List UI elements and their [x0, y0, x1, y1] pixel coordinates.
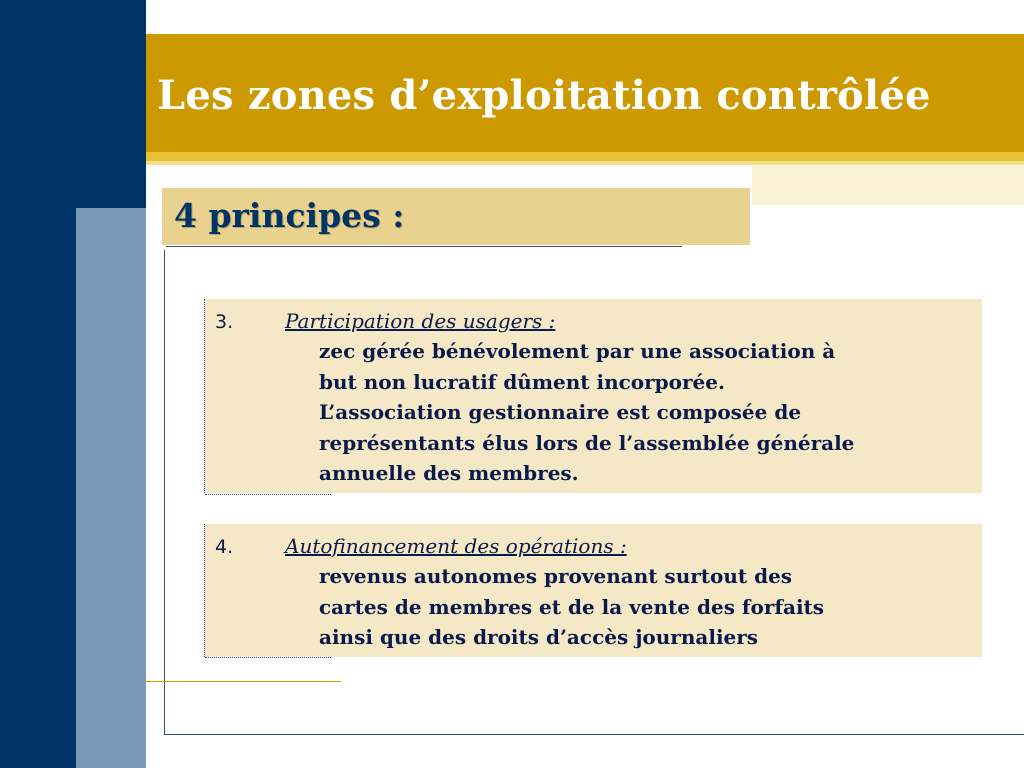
principle-line: cartes de membres et de la vente des forfaits — [319, 594, 825, 619]
principle-heading: Autofinancement des opérations : — [285, 534, 627, 558]
principle-body — [319, 561, 824, 653]
principle-line: ainsi que des droits d’accès journaliers — [319, 625, 759, 649]
title-band-fade — [752, 165, 1024, 205]
principle-body — [319, 336, 854, 489]
subtitle-underline — [166, 246, 682, 247]
principle-4-dotted-underline — [205, 657, 331, 658]
principle-3-box — [205, 299, 982, 493]
content-frame-left — [164, 250, 165, 734]
gold-divider — [146, 681, 341, 682]
slide-title: Les zones d’exploitation contrôlée — [157, 72, 931, 119]
principle-number: 4. — [215, 536, 234, 558]
left-steel-bar — [76, 208, 146, 768]
principle-3-dotted-underline — [205, 494, 331, 495]
principle-number: 3. — [215, 311, 234, 333]
principle-line: annuelle des membres. — [319, 461, 579, 485]
content-frame-bottom — [164, 734, 1024, 735]
principle-line: revenus autonomes provenant surtout des — [319, 564, 793, 588]
principle-line: L’association gestionnaire est composée de — [319, 400, 802, 424]
principle-heading: Participation des usagers : — [285, 309, 556, 333]
principle-4-box — [205, 524, 982, 657]
subtitle: 4 principes : — [174, 196, 405, 235]
title-band-accent — [146, 152, 1024, 161]
principle-line: but non lucratif dûment incorporée. — [319, 369, 725, 394]
principle-line: zec gérée bénévolement par une association à — [319, 339, 836, 363]
principle-line: représentants élus lors de l’assemblée générale — [319, 430, 855, 455]
